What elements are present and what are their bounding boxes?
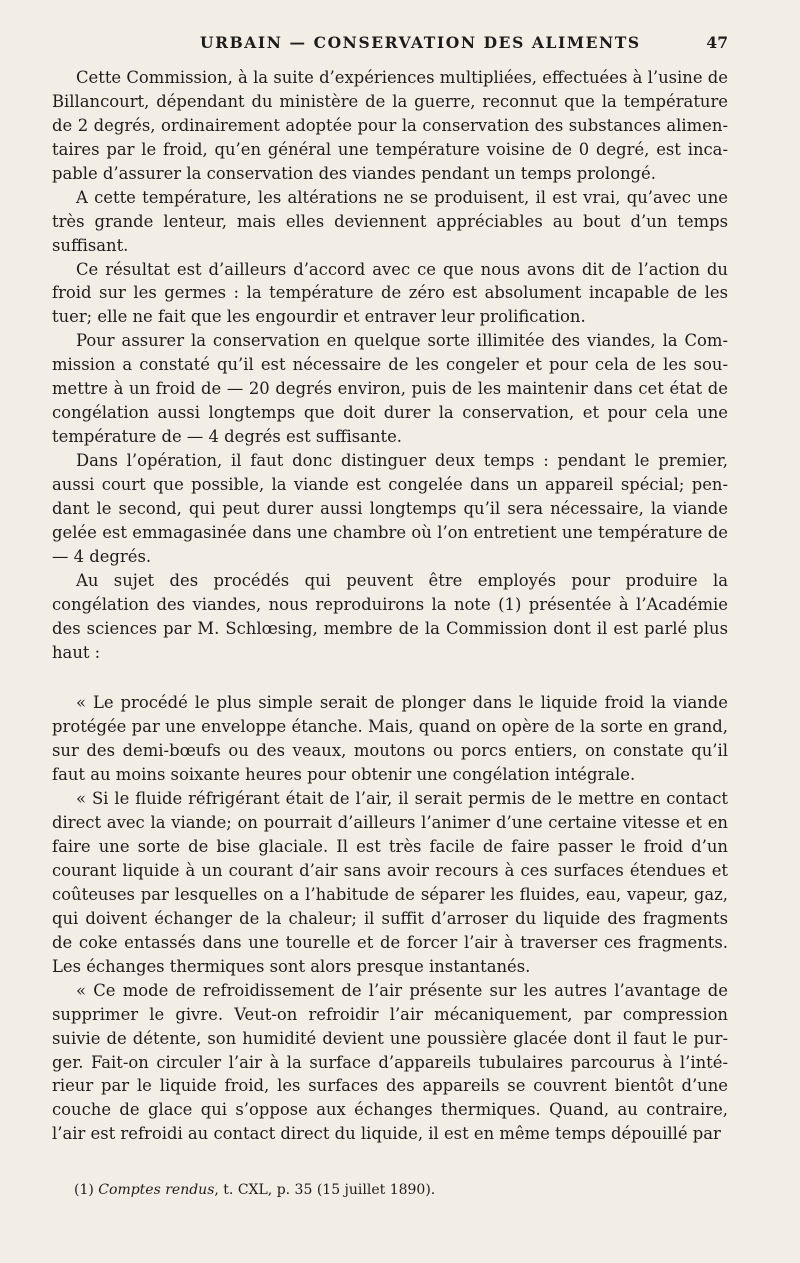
footnote-source: Comptes rendus [98,1182,215,1198]
quote-paragraph-liquid: « Le procédé le plus simple serait de plonger dans le liquide froid la viande protégée par une enveloppe étanche. Mais, quand on opère de la sorte en grand, sur des demi-bœufs ou des veaux, moutons ou porcs entiers, on constate qu’il faut au moins soixante heures pour obtenir une congélation intégrale. [52,693,728,785]
paragraph-schloesing-note: Au sujet des procédés qui peuvent être employés pour produire la congélation des viandes, nous reproduirons la note (1) présentée à l’Académie des sciences par M. Schlœsing, membre de la Commission dont il est parlé plus haut : [52,570,728,662]
quote-paragraph-frost: « Ce mode de refroidissement de l’air présente sur les autres l’avantage de supprimer le givre. Veut-on refroidir l’air mécaniquement, par compression suivie de détente, son humidité devient une poussière glacée dont il faut le purger. Fait-on circuler l’air à la surface d’appareils tubulaires parcourus à l’intérieur par le liquide froid, les surfaces des appareils se couvrent bientôt d’une couche de glace qui s’oppose aux échanges thermiques. Quand, au contraire, l’air est refroidi au contact direct du liquide, il est en même temps dépouillé par [52,980,728,1144]
paragraph-two-stages: Dans l’opération, il faut donc distinguer deux temps : pendant le premier, aussi court que possible, la viande est congelée dans un appareil spécial; pendant le second, qui peut durer aussi longtemps qu’il sera nécessaire, la viande gelée est emmagasinée dans une chambre où l’on entretient une température de — 4 degrés. [52,451,728,566]
paragraph-germs: Ce résultat est d’ailleurs d’accord avec ce que nous avons dit de l’action du froid sur les germes : la température de zéro est absolument incapable de les tuer; elle ne fait que les engourdir et entraver leur prolification. [52,259,728,327]
running-header [52,33,728,53]
running-title: URBAIN — CONSERVATION DES ALIMENTS [200,33,641,52]
page-number: 47 [706,33,728,52]
footnote-marker: (1) [74,1182,94,1198]
paragraph-alterations: A cette température, les altérations ne se produisent, il est vrai, qu’avec une très grande lenteur, mais elles deviennent appréciables au bout d’un temps suffisant. [52,187,728,255]
footnote [74,1182,435,1198]
paragraph-freezing: Pour assurer la conservation en quelque sorte illimitée des viandes, la Commission a constaté qu’il est nécessaire de les congeler et pour cela de les soumettre à un froid de — 20 degrés environ, puis de les maintenir dans cet état de congélation aussi longtemps que doit durer la conservation, et pour cela une température de — 4 degrés est suffisante. [52,331,728,447]
paragraph-commission: Cette Commission, à la suite d’expériences multipliées, effectuées à l’usine de Billancourt, dépendant du ministère de la guerre, reconnut que la température de 2 degrés, ordinairement adoptée pour la conservation des substances alimentaires par le froid, qu’en général une température voisine de 0 degré, est incapable d’assurer la conservation des viandes pendant un temps prolongé. [52,68,728,183]
body-text [52,66,728,1146]
footnote-reference: , t. CXL, p. 35 (15 juillet 1890). [214,1182,436,1198]
quote-paragraph-air: « Si le fluide réfrigérant était de l’air, il serait permis de le mettre en contact direct avec la viande; on pourrait d’ailleurs l’animer d’une certaine vitesse et en faire une sorte de bise glaciale. Il est très facile de faire passer le froid d’un courant liquide à un courant d’air sans avoir recours à ces surfaces étendues et coûteuses par lesquelles on a l’habitude de séparer les fluides, eau, vapeur, gaz, qui doivent échanger de la chaleur; il suffit d’arroser du liquide des fragments de coke entassés dans une tourelle et de forcer l’air à traverser ces fragments. Les échanges thermiques sont alors presque instantanés. [52,789,728,976]
